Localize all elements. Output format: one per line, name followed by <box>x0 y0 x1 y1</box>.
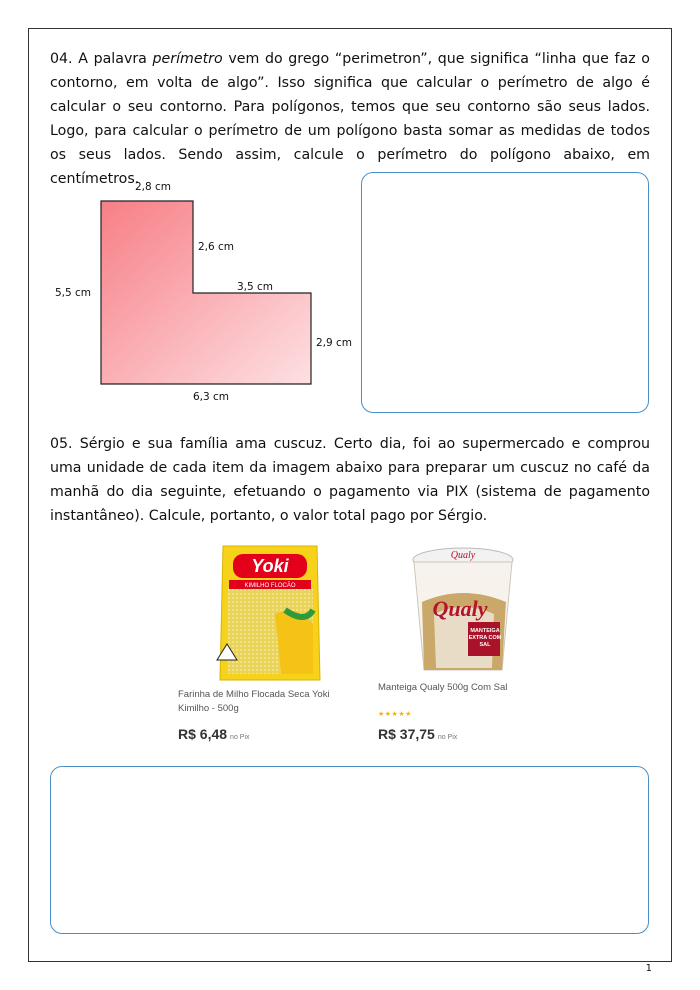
label-left: 5,5 cm <box>55 287 92 299</box>
answer-box-q4[interactable] <box>361 172 649 413</box>
yoki-package-image <box>215 544 325 682</box>
yoki-brand: Yoki <box>251 556 289 576</box>
rating-stars: ★★★★★ <box>378 710 412 718</box>
label-top: 2,8 cm <box>135 181 172 193</box>
label-inner-vertical: 2,6 cm <box>198 241 235 253</box>
qualy-subtitle: MANTEIGA EXTRA COM SAL <box>468 628 502 648</box>
question-5-text: 05. Sérgio e sua família ama cuscuz. Certo dia, foi ao supermercado e comprou uma unidade de cada item da imagem abaixo para preparar um cuscuz no café da manhã do dia seguinte, efetuando o pagamento via PIX (sistema de pagamento instantâneo). Calcule, portanto, o valor total pago por Sérgio. <box>50 436 650 524</box>
qualy-tub-image <box>410 544 516 676</box>
product-1-name: Farinha de Milho Flocada Seca Yoki Kimilho - 500g <box>178 689 330 714</box>
question-4-text: 04. A palavra perímetro vem do grego “perimetron”, que significa “linha que faz o contorno, em volta de algo”. Isso significa que calcular o perímetro de algo é calcular o seu contorno. Para polígonos, temos que seu contorno são seus lados. Logo, para calcular o perímetro de um polígono basta somar as medidas de todos os seus lados. Sendo assim, calcule o perímetro do polígono abaixo, em centímetros. <box>50 51 650 187</box>
product-1-price: R$ 6,48 no Pix <box>178 726 250 742</box>
label-inner-horizontal: 3,5 cm <box>237 281 274 293</box>
answer-box-q5[interactable] <box>50 766 649 934</box>
svg-text:Qualy: Qualy <box>450 550 476 561</box>
polygon-shape <box>101 201 311 384</box>
label-right: 2,9 cm <box>316 337 353 349</box>
product-2-price: R$ 37,75 no Pix <box>378 726 458 742</box>
qualy-brand: Qualy <box>432 596 488 621</box>
page-number: 1 <box>645 963 652 974</box>
yoki-subtitle: KIMILHO FLOCÃO <box>244 583 296 589</box>
product-2-name: Manteiga Qualy 500g Com Sal <box>378 682 508 693</box>
label-bottom: 6,3 cm <box>193 391 230 403</box>
